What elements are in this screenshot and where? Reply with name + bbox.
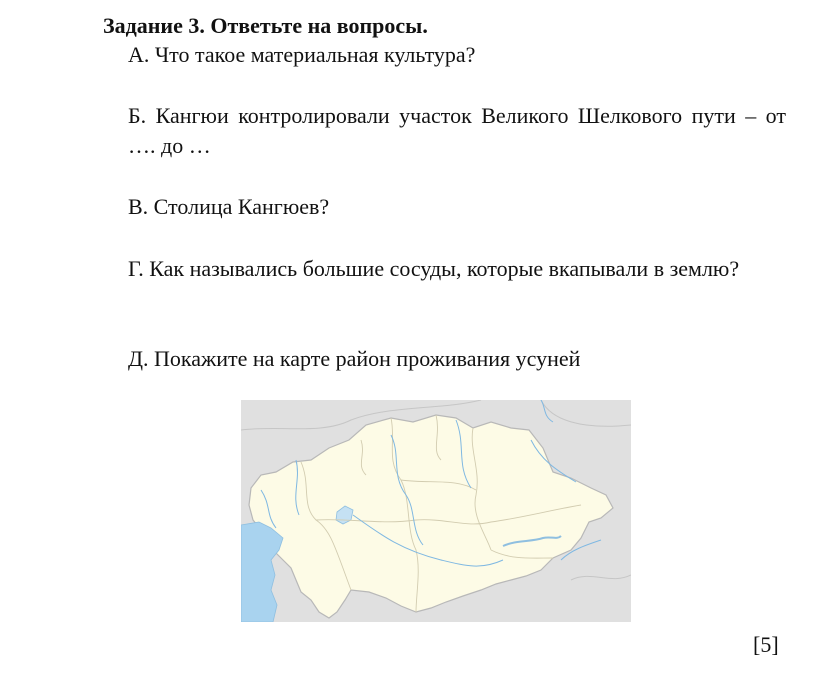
map-svg bbox=[241, 400, 631, 622]
kazakhstan-map bbox=[241, 400, 631, 622]
question-b: Б. Кангюи контролировали участок Великого Шелкового пути – от …. до … bbox=[128, 103, 786, 158]
score-marker: [5] bbox=[753, 632, 779, 657]
question-d: Д. Покажите на карте район проживания усуней bbox=[128, 346, 581, 371]
question-g: Г. Как назывались большие сосуды, которые вкапывали в землю? bbox=[128, 256, 740, 281]
task-title: Задание 3. Ответьте на вопросы. bbox=[103, 13, 428, 38]
question-v: В. Столица Кангюев? bbox=[128, 194, 330, 219]
question-a: А. Что такое материальная культура? bbox=[128, 42, 476, 67]
